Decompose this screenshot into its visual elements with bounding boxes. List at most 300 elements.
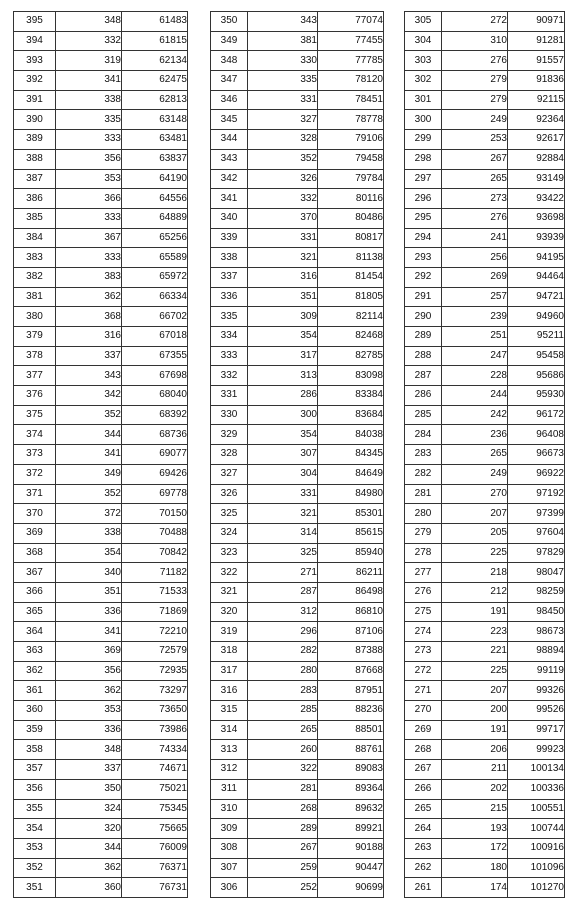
count-cell: 317 — [248, 346, 318, 366]
table-row — [405, 287, 565, 307]
cumulative-cell: 77785 — [318, 51, 384, 71]
table-row — [211, 267, 384, 287]
table-row — [405, 405, 565, 425]
cumulative-cell: 81805 — [318, 287, 384, 307]
table-row — [14, 878, 188, 898]
count-cell: 276 — [442, 208, 508, 228]
cumulative-cell: 95930 — [508, 386, 565, 406]
score-cell: 292 — [405, 267, 442, 287]
count-cell: 280 — [248, 661, 318, 681]
cumulative-cell: 83384 — [318, 386, 384, 406]
score-cell: 335 — [211, 307, 248, 327]
count-cell: 335 — [56, 110, 122, 130]
table-row — [14, 661, 188, 681]
score-cell: 378 — [14, 346, 56, 366]
count-cell: 327 — [248, 110, 318, 130]
count-cell: 333 — [56, 248, 122, 268]
cumulative-cell: 78120 — [318, 71, 384, 91]
table-row — [14, 366, 188, 386]
count-cell: 338 — [56, 523, 122, 543]
cumulative-cell: 95458 — [508, 346, 565, 366]
count-cell: 267 — [442, 149, 508, 169]
score-cell: 319 — [211, 622, 248, 642]
count-cell: 223 — [442, 622, 508, 642]
score-cell: 262 — [405, 858, 442, 878]
count-cell: 344 — [56, 838, 122, 858]
table-row — [14, 760, 188, 780]
score-cell: 303 — [405, 51, 442, 71]
table-row — [211, 720, 384, 740]
cumulative-cell: 87106 — [318, 622, 384, 642]
count-cell: 193 — [442, 819, 508, 839]
count-cell: 242 — [442, 405, 508, 425]
cumulative-cell: 91836 — [508, 71, 565, 91]
score-cell: 290 — [405, 307, 442, 327]
table-row — [14, 169, 188, 189]
table-row — [14, 31, 188, 51]
table-row — [211, 208, 384, 228]
score-cell: 339 — [211, 228, 248, 248]
cumulative-cell: 85940 — [318, 543, 384, 563]
score-cell: 291 — [405, 287, 442, 307]
count-cell: 341 — [56, 622, 122, 642]
score-cell: 393 — [14, 51, 56, 71]
cumulative-cell: 92364 — [508, 110, 565, 130]
cumulative-cell: 71869 — [122, 602, 188, 622]
table-row — [405, 169, 565, 189]
count-cell: 283 — [248, 681, 318, 701]
score-cell: 341 — [211, 189, 248, 209]
count-cell: 356 — [56, 661, 122, 681]
table-row — [405, 445, 565, 465]
score-cell: 392 — [14, 71, 56, 91]
cumulative-cell: 100336 — [508, 779, 565, 799]
score-cell: 315 — [211, 701, 248, 721]
count-cell: 215 — [442, 799, 508, 819]
count-cell: 191 — [442, 602, 508, 622]
score-cell: 384 — [14, 228, 56, 248]
cumulative-cell: 97829 — [508, 543, 565, 563]
score-cell: 371 — [14, 484, 56, 504]
table-row — [211, 366, 384, 386]
table-row — [211, 12, 384, 32]
cumulative-cell: 98450 — [508, 602, 565, 622]
count-cell: 354 — [248, 327, 318, 347]
table-row — [14, 779, 188, 799]
count-cell: 285 — [248, 701, 318, 721]
cumulative-cell: 94464 — [508, 267, 565, 287]
score-cell: 323 — [211, 543, 248, 563]
cumulative-cell: 96408 — [508, 425, 565, 445]
table-row — [405, 661, 565, 681]
score-cell: 357 — [14, 760, 56, 780]
score-cell: 308 — [211, 838, 248, 858]
count-cell: 353 — [56, 701, 122, 721]
table-row — [14, 642, 188, 662]
count-cell: 174 — [442, 878, 508, 898]
score-cell: 369 — [14, 523, 56, 543]
score-cell: 332 — [211, 366, 248, 386]
cumulative-cell: 90971 — [508, 12, 565, 32]
table-row — [14, 327, 188, 347]
count-cell: 362 — [56, 287, 122, 307]
table-body — [405, 12, 565, 898]
cumulative-cell: 76009 — [122, 838, 188, 858]
score-cell: 282 — [405, 464, 442, 484]
count-cell: 172 — [442, 838, 508, 858]
cumulative-cell: 71533 — [122, 582, 188, 602]
table-row — [405, 189, 565, 209]
count-cell: 211 — [442, 760, 508, 780]
cumulative-cell: 97192 — [508, 484, 565, 504]
count-cell: 314 — [248, 523, 318, 543]
score-cell: 302 — [405, 71, 442, 91]
cumulative-cell: 92884 — [508, 149, 565, 169]
score-cell: 374 — [14, 425, 56, 445]
score-cell: 390 — [14, 110, 56, 130]
cumulative-cell: 95686 — [508, 366, 565, 386]
count-cell: 180 — [442, 858, 508, 878]
table-row — [405, 327, 565, 347]
count-cell: 221 — [442, 642, 508, 662]
count-cell: 296 — [248, 622, 318, 642]
score-cell: 273 — [405, 642, 442, 662]
cumulative-cell: 68736 — [122, 425, 188, 445]
cumulative-cell: 88236 — [318, 701, 384, 721]
cumulative-cell: 62813 — [122, 90, 188, 110]
cumulative-cell: 70842 — [122, 543, 188, 563]
table-row — [405, 760, 565, 780]
count-cell: 281 — [248, 779, 318, 799]
cumulative-cell: 83098 — [318, 366, 384, 386]
cumulative-cell: 65589 — [122, 248, 188, 268]
count-cell: 336 — [56, 720, 122, 740]
score-cell: 272 — [405, 661, 442, 681]
count-cell: 206 — [442, 740, 508, 760]
score-cell: 304 — [405, 31, 442, 51]
table-row — [405, 582, 565, 602]
cumulative-cell: 69778 — [122, 484, 188, 504]
score-cell: 271 — [405, 681, 442, 701]
count-cell: 328 — [248, 130, 318, 150]
score-cell: 376 — [14, 386, 56, 406]
cumulative-cell: 96172 — [508, 405, 565, 425]
cumulative-cell: 91557 — [508, 51, 565, 71]
count-cell: 341 — [56, 445, 122, 465]
cumulative-cell: 73650 — [122, 701, 188, 721]
cumulative-cell: 86810 — [318, 602, 384, 622]
count-cell: 307 — [248, 445, 318, 465]
table-row — [14, 110, 188, 130]
table-row — [14, 51, 188, 71]
count-cell: 362 — [56, 681, 122, 701]
table-row — [211, 858, 384, 878]
count-cell: 200 — [442, 701, 508, 721]
cumulative-cell: 66702 — [122, 307, 188, 327]
score-cell: 330 — [211, 405, 248, 425]
score-cell: 337 — [211, 267, 248, 287]
table-row — [211, 779, 384, 799]
score-cell: 352 — [14, 858, 56, 878]
score-cell: 277 — [405, 563, 442, 583]
score-cell: 359 — [14, 720, 56, 740]
table-row — [405, 484, 565, 504]
score-cell: 377 — [14, 366, 56, 386]
cumulative-cell: 67698 — [122, 366, 188, 386]
table-row — [14, 386, 188, 406]
table-row — [211, 327, 384, 347]
score-cell: 309 — [211, 819, 248, 839]
count-cell: 353 — [56, 169, 122, 189]
table-row — [14, 582, 188, 602]
count-cell: 367 — [56, 228, 122, 248]
table-row — [405, 149, 565, 169]
score-cell: 306 — [211, 878, 248, 898]
cumulative-cell: 95211 — [508, 327, 565, 347]
cumulative-cell: 84345 — [318, 445, 384, 465]
score-cell: 380 — [14, 307, 56, 327]
table-row — [405, 71, 565, 91]
count-cell: 321 — [248, 248, 318, 268]
table-row — [405, 248, 565, 268]
table-row — [405, 701, 565, 721]
score-cell: 286 — [405, 386, 442, 406]
count-cell: 324 — [56, 799, 122, 819]
cumulative-cell: 90188 — [318, 838, 384, 858]
cumulative-cell: 70150 — [122, 504, 188, 524]
table-row — [405, 720, 565, 740]
cumulative-cell: 99326 — [508, 681, 565, 701]
cumulative-cell: 87951 — [318, 681, 384, 701]
table-row — [14, 701, 188, 721]
count-cell: 300 — [248, 405, 318, 425]
score-cell: 316 — [211, 681, 248, 701]
table-row — [211, 130, 384, 150]
score-cell: 275 — [405, 602, 442, 622]
table-row — [405, 642, 565, 662]
table-row — [405, 681, 565, 701]
cumulative-cell: 93149 — [508, 169, 565, 189]
score-cell: 289 — [405, 327, 442, 347]
table-row — [14, 208, 188, 228]
count-cell: 333 — [56, 208, 122, 228]
score-cell: 370 — [14, 504, 56, 524]
cumulative-cell: 66334 — [122, 287, 188, 307]
score-cell: 268 — [405, 740, 442, 760]
score-cell: 349 — [211, 31, 248, 51]
cumulative-cell: 100134 — [508, 760, 565, 780]
score-cell: 327 — [211, 464, 248, 484]
score-cell: 263 — [405, 838, 442, 858]
cumulative-cell: 70488 — [122, 523, 188, 543]
score-cell: 338 — [211, 248, 248, 268]
table-row — [211, 386, 384, 406]
table-row — [211, 51, 384, 71]
count-cell: 350 — [56, 779, 122, 799]
table-row — [211, 228, 384, 248]
table-row — [14, 228, 188, 248]
count-cell: 312 — [248, 602, 318, 622]
score-cell: 364 — [14, 622, 56, 642]
table-row — [14, 346, 188, 366]
count-cell: 343 — [56, 366, 122, 386]
table-row — [211, 563, 384, 583]
score-cell: 383 — [14, 248, 56, 268]
table-row — [211, 90, 384, 110]
table-row — [211, 661, 384, 681]
cumulative-cell: 98047 — [508, 563, 565, 583]
cumulative-cell: 94195 — [508, 248, 565, 268]
score-cell: 310 — [211, 799, 248, 819]
table-row — [14, 799, 188, 819]
table-row — [211, 445, 384, 465]
cumulative-cell: 73986 — [122, 720, 188, 740]
table-row — [211, 110, 384, 130]
table-row — [14, 287, 188, 307]
cumulative-cell: 84038 — [318, 425, 384, 445]
score-cell: 264 — [405, 819, 442, 839]
cumulative-cell: 74334 — [122, 740, 188, 760]
count-cell: 282 — [248, 642, 318, 662]
score-cell: 261 — [405, 878, 442, 898]
cumulative-cell: 62475 — [122, 71, 188, 91]
cumulative-cell: 78451 — [318, 90, 384, 110]
table-row — [405, 622, 565, 642]
count-cell: 369 — [56, 642, 122, 662]
table-row — [211, 405, 384, 425]
table-row — [211, 504, 384, 524]
cumulative-cell: 90699 — [318, 878, 384, 898]
score-cell: 350 — [211, 12, 248, 32]
count-cell: 316 — [248, 267, 318, 287]
count-cell: 205 — [442, 523, 508, 543]
score-cell: 328 — [211, 445, 248, 465]
cumulative-cell: 91281 — [508, 31, 565, 51]
table-row — [14, 149, 188, 169]
score-cell: 360 — [14, 701, 56, 721]
score-cell: 269 — [405, 720, 442, 740]
count-cell: 271 — [248, 563, 318, 583]
cumulative-cell: 65972 — [122, 267, 188, 287]
table-row — [405, 90, 565, 110]
count-cell: 270 — [442, 484, 508, 504]
table-row — [14, 602, 188, 622]
count-cell: 319 — [56, 51, 122, 71]
score-cell: 324 — [211, 523, 248, 543]
score-cell: 320 — [211, 602, 248, 622]
score-cell: 321 — [211, 582, 248, 602]
table-row — [405, 779, 565, 799]
count-cell: 310 — [442, 31, 508, 51]
cumulative-cell: 82785 — [318, 346, 384, 366]
table-row — [211, 31, 384, 51]
table-row — [14, 71, 188, 91]
cumulative-cell: 79106 — [318, 130, 384, 150]
count-cell: 249 — [442, 110, 508, 130]
cumulative-cell: 61815 — [122, 31, 188, 51]
score-cell: 363 — [14, 642, 56, 662]
count-cell: 362 — [56, 858, 122, 878]
cumulative-cell: 94960 — [508, 307, 565, 327]
table-row — [405, 464, 565, 484]
score-cell: 348 — [211, 51, 248, 71]
cumulative-cell: 81454 — [318, 267, 384, 287]
table-row — [14, 622, 188, 642]
score-cell: 270 — [405, 701, 442, 721]
cumulative-cell: 67018 — [122, 327, 188, 347]
count-cell: 341 — [56, 71, 122, 91]
table-row — [211, 701, 384, 721]
count-cell: 259 — [248, 858, 318, 878]
score-cell: 375 — [14, 405, 56, 425]
score-cell: 301 — [405, 90, 442, 110]
cumulative-cell: 63481 — [122, 130, 188, 150]
count-cell: 360 — [56, 878, 122, 898]
score-cell: 298 — [405, 149, 442, 169]
cumulative-cell: 84649 — [318, 464, 384, 484]
count-cell: 337 — [56, 346, 122, 366]
table-row — [14, 563, 188, 583]
count-cell: 218 — [442, 563, 508, 583]
table-row — [405, 543, 565, 563]
cumulative-cell: 80116 — [318, 189, 384, 209]
count-cell: 191 — [442, 720, 508, 740]
count-cell: 351 — [248, 287, 318, 307]
table-row — [211, 602, 384, 622]
count-cell: 202 — [442, 779, 508, 799]
count-cell: 273 — [442, 189, 508, 209]
table-row — [211, 287, 384, 307]
score-cell: 368 — [14, 543, 56, 563]
cumulative-cell: 83684 — [318, 405, 384, 425]
count-cell: 370 — [248, 208, 318, 228]
cumulative-cell: 76371 — [122, 858, 188, 878]
cumulative-cell: 100916 — [508, 838, 565, 858]
count-cell: 257 — [442, 287, 508, 307]
count-cell: 304 — [248, 464, 318, 484]
table-row — [14, 681, 188, 701]
count-cell: 279 — [442, 90, 508, 110]
score-cell: 307 — [211, 858, 248, 878]
score-cell: 322 — [211, 563, 248, 583]
score-cell: 365 — [14, 602, 56, 622]
count-cell: 287 — [248, 582, 318, 602]
count-cell: 331 — [248, 90, 318, 110]
table-row — [211, 464, 384, 484]
table-row — [405, 602, 565, 622]
count-cell: 344 — [56, 425, 122, 445]
table-row — [211, 819, 384, 839]
cumulative-cell: 69426 — [122, 464, 188, 484]
count-cell: 225 — [442, 661, 508, 681]
count-cell: 348 — [56, 740, 122, 760]
cumulative-cell: 99119 — [508, 661, 565, 681]
cumulative-cell: 67355 — [122, 346, 188, 366]
table-row — [405, 563, 565, 583]
table-row — [211, 189, 384, 209]
count-cell: 330 — [248, 51, 318, 71]
cumulative-cell: 64889 — [122, 208, 188, 228]
cumulative-cell: 62134 — [122, 51, 188, 71]
score-cell: 278 — [405, 543, 442, 563]
score-cell: 287 — [405, 366, 442, 386]
score-cell: 317 — [211, 661, 248, 681]
score-table-3 — [404, 11, 565, 898]
cumulative-cell: 89083 — [318, 760, 384, 780]
table-row — [405, 858, 565, 878]
count-cell: 338 — [56, 90, 122, 110]
table-row — [405, 307, 565, 327]
